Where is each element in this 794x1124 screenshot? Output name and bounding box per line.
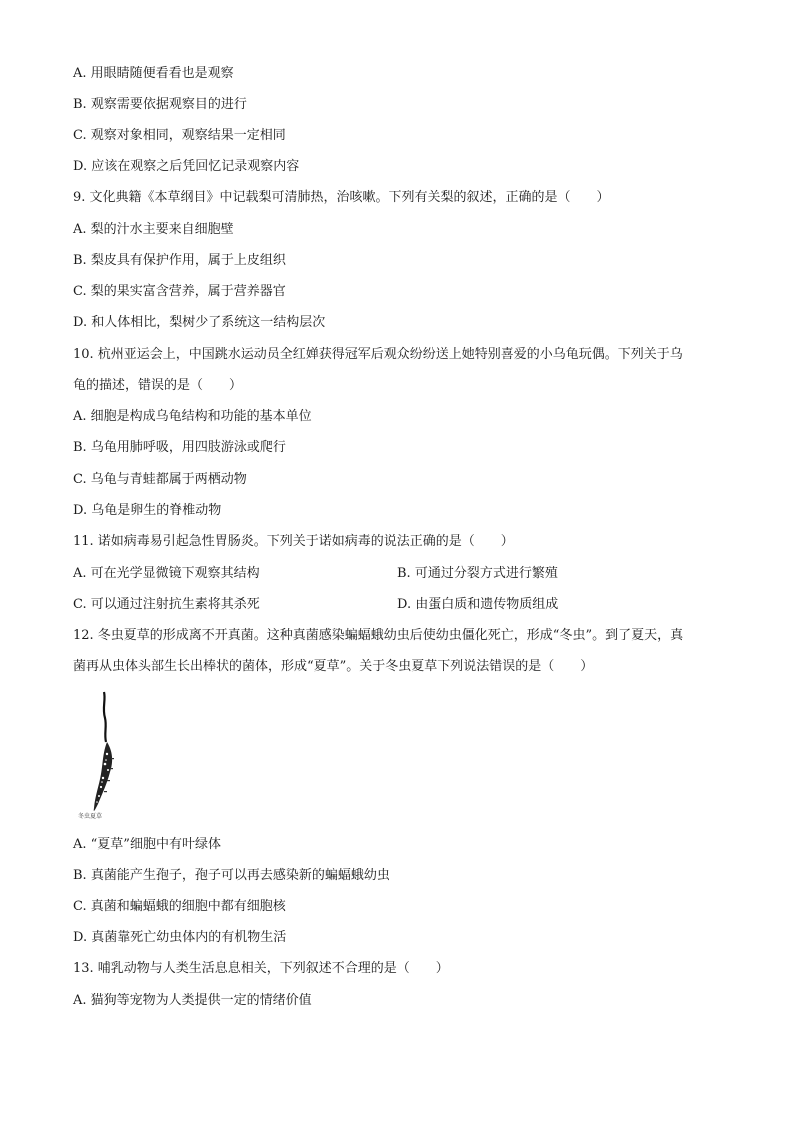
q10-option-c: C. 乌龟与青蛙都属于两栖动物 bbox=[73, 472, 247, 487]
q11-stem: 11. 诺如病毒易引起急性胃肠炎。下列关于诺如病毒的说法正确的是（ ） bbox=[73, 534, 514, 549]
q12-option-a: A. “夏草”细胞中有叶绿体 bbox=[73, 837, 221, 852]
q9-option-a: A. 梨的汁水主要来自细胞壁 bbox=[73, 222, 234, 237]
q10-option-d: D. 乌龟是卵生的脊椎动物 bbox=[73, 503, 222, 518]
q11-option-c: C. 可以通过注射抗生素将其杀死 bbox=[73, 597, 260, 612]
q10-stem-line1: 10. 杭州亚运会上，中国跳水运动员全红婵获得冠军后观众纷纷送上她特别喜爱的小乌龟玩偶。下列关于乌 bbox=[73, 347, 683, 362]
q10-stem-line2: 龟的描述，错误的是（ ） bbox=[73, 378, 243, 393]
q11-option-d: D. 由蛋白质和遗传物质组成 bbox=[397, 597, 559, 612]
q9-option-b: B. 梨皮具有保护作用，属于上皮组织 bbox=[73, 253, 286, 268]
q9-option-c: C. 梨的果实富含营养，属于营养器官 bbox=[73, 284, 286, 299]
q8-option-b: B. 观察需要依据观察目的进行 bbox=[73, 97, 247, 112]
q9-option-d: D. 和人体相比，梨树少了系统这一结构层次 bbox=[73, 315, 326, 330]
q12-option-c: C. 真菌和蝙蝠蛾的细胞中都有细胞核 bbox=[73, 899, 286, 914]
q13-stem: 13. 哺乳动物与人类生活息息相关，下列叙述不合理的是（ ） bbox=[73, 961, 449, 976]
figure-caption: 冬虫夏草 bbox=[78, 813, 103, 820]
q12-stem-line1: 12. 冬虫夏草的形成离不开真菌。这种真菌感染蝙蝠蛾幼虫后使幼虫僵化死亡，形成“冬虫”。到了夏天，真 bbox=[73, 628, 684, 643]
q11-option-b: B. 可通过分裂方式进行繁殖 bbox=[397, 566, 558, 581]
q11-option-a: A. 可在光学显微镜下观察其结构 bbox=[73, 566, 260, 581]
q10-option-b: B. 乌龟用肺呼吸，用四肢游泳或爬行 bbox=[73, 440, 286, 455]
q8-option-d: D. 应该在观察之后凭回忆记录观察内容 bbox=[73, 159, 300, 174]
cordyceps-figure bbox=[80, 690, 128, 830]
q13-option-a: A. 猫狗等宠物为人类提供一定的情绪价值 bbox=[73, 993, 312, 1008]
q8-option-a: A. 用眼睛随便看看也是观察 bbox=[73, 66, 234, 81]
q10-option-a: A. 细胞是构成乌龟结构和功能的基本单位 bbox=[73, 409, 312, 424]
q9-stem: 9. 文化典籍《本草纲目》中记载梨可清肺热，治咳嗽。下列有关梨的叙述，正确的是（ ） bbox=[73, 190, 610, 205]
q12-stem-line2: 菌再从虫体头部生长出棒状的菌体，形成“夏草”。关于冬虫夏草下列说法错误的是（ ） bbox=[73, 659, 594, 674]
q12-option-b: B. 真菌能产生孢子，孢子可以再去感染新的蝙蝠蛾幼虫 bbox=[73, 868, 390, 883]
fungal-stalk bbox=[104, 692, 106, 742]
larva-body bbox=[94, 742, 112, 811]
q12-option-d: D. 真菌靠死亡幼虫体内的有机物生活 bbox=[73, 930, 287, 945]
q8-option-c: C. 观察对象相同，观察结果一定相同 bbox=[73, 128, 286, 143]
